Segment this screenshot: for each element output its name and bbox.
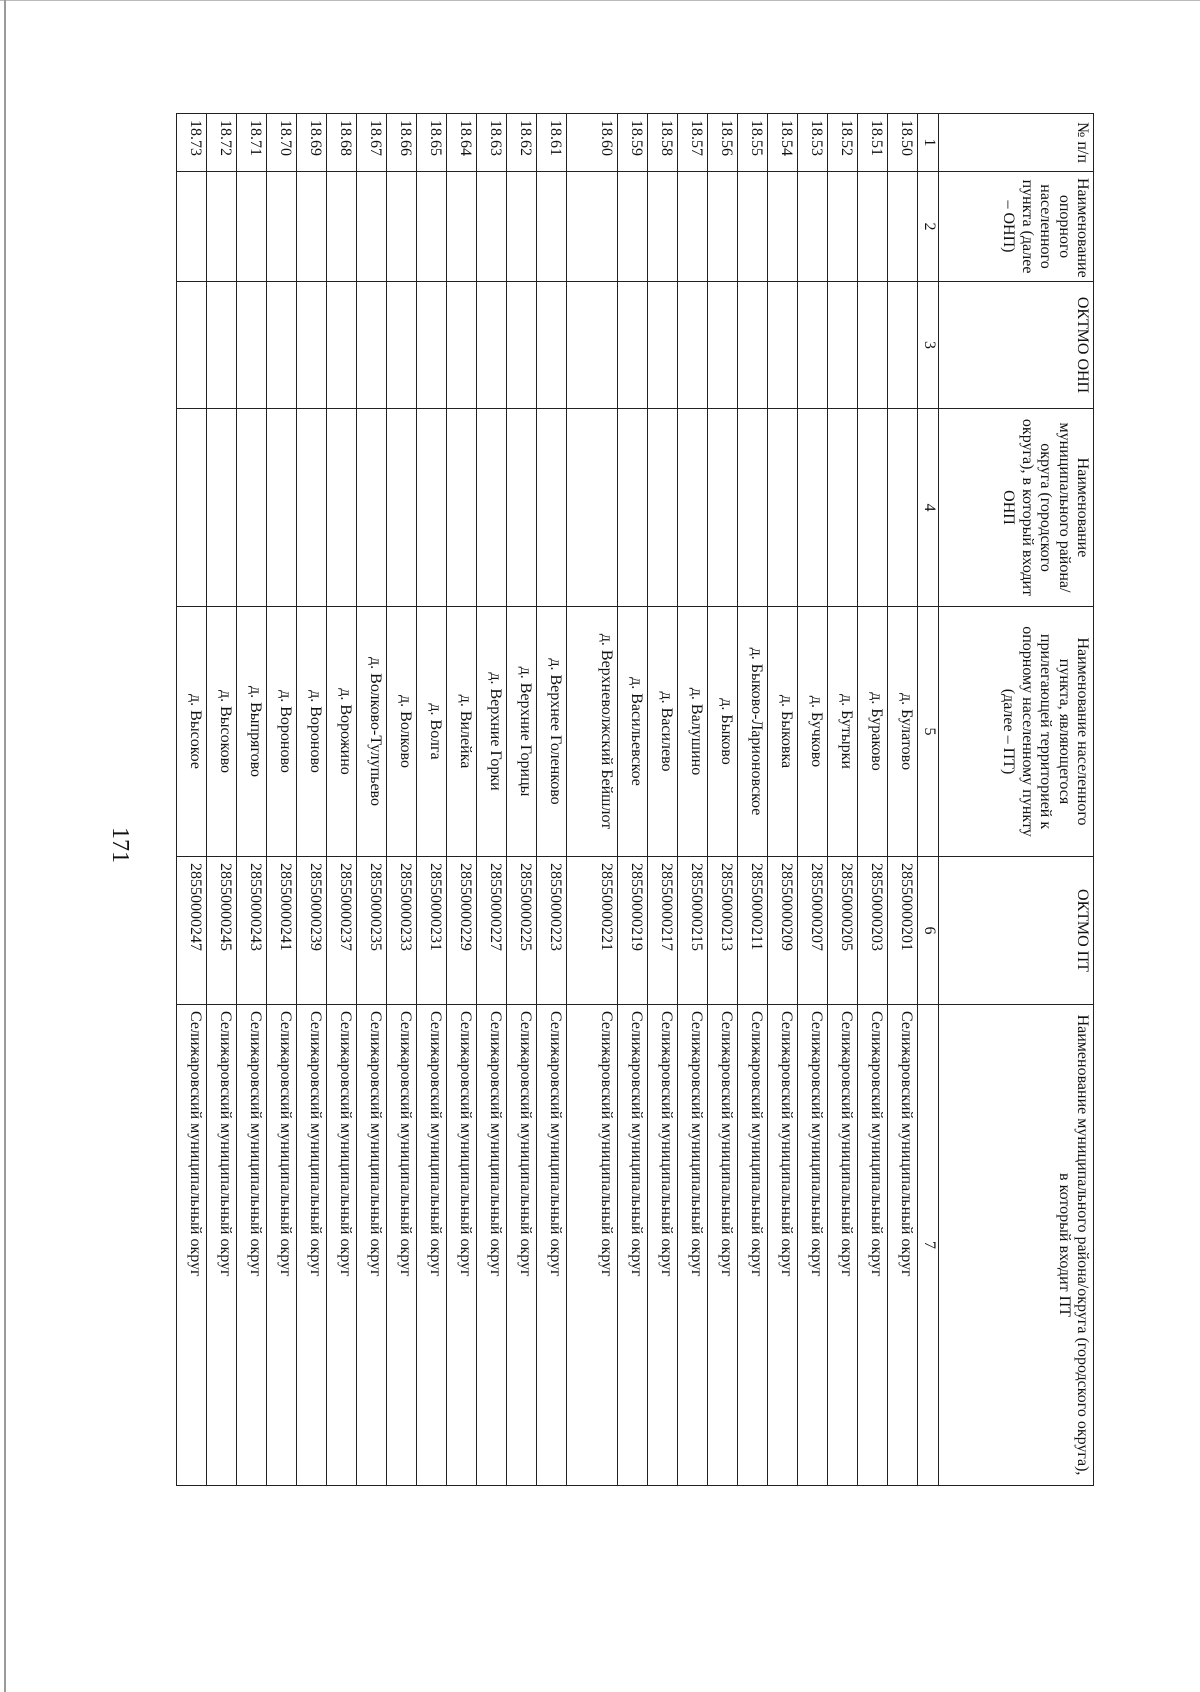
settlement-name: д. Васильевское (618, 607, 648, 857)
table-row (768, 114, 798, 1486)
oktmo-code: 28550000223 (537, 857, 567, 1005)
district-onp-cell (267, 409, 297, 607)
oktmo-onp-cell (798, 282, 828, 409)
district-onp-cell (477, 409, 507, 607)
district-onp-cell (618, 409, 648, 607)
district-name: Селижаровский муниципальный округ (417, 1005, 447, 1486)
row-number: 18.65 (417, 114, 447, 172)
table-row (678, 114, 708, 1486)
district-onp-cell (678, 409, 708, 607)
column-number: 7 (918, 1005, 939, 1486)
table-row (357, 114, 387, 1486)
row-number: 18.50 (888, 114, 918, 172)
column-number: 2 (918, 172, 939, 282)
table-row (327, 114, 357, 1486)
district-name: Селижаровский муниципальный округ (678, 1005, 708, 1486)
oktmo-code: 28550000227 (477, 857, 507, 1005)
row-number: 18.66 (387, 114, 417, 172)
header-oktmo-pt: ОКТМО ПТ (939, 857, 1094, 1005)
oktmo-onp-cell (678, 282, 708, 409)
settlement-name: д. Верхнее Голенково (537, 607, 567, 857)
table-row (297, 114, 327, 1486)
row-number: 18.71 (237, 114, 267, 172)
oktmo-onp-cell (207, 282, 237, 409)
onp-name-cell (447, 172, 477, 282)
oktmo-onp-cell (888, 282, 918, 409)
row-number: 18.62 (507, 114, 537, 172)
table-row (507, 114, 537, 1486)
district-onp-cell (177, 409, 207, 607)
table-row (447, 114, 477, 1486)
oktmo-code: 28550000243 (237, 857, 267, 1005)
onp-name-cell (327, 172, 357, 282)
table-row (177, 114, 207, 1486)
table-row (648, 114, 678, 1486)
oktmo-onp-cell (507, 282, 537, 409)
row-number: 18.52 (828, 114, 858, 172)
district-onp-cell (738, 409, 768, 607)
district-onp-cell (648, 409, 678, 607)
row-number: 18.72 (207, 114, 237, 172)
oktmo-code: 28550000203 (858, 857, 888, 1005)
table-row (708, 114, 738, 1486)
table-body (177, 114, 918, 1486)
row-number: 18.56 (708, 114, 738, 172)
settlement-name: д. Верхние Горицы (507, 607, 537, 857)
district-name: Селижаровский муниципальный округ (207, 1005, 237, 1486)
row-number: 18.70 (267, 114, 297, 172)
settlement-name: д. Василево (648, 607, 678, 857)
district-name: Селижаровский муниципальный округ (768, 1005, 798, 1486)
oktmo-onp-cell (237, 282, 267, 409)
district-name: Селижаровский муниципальный округ (477, 1005, 507, 1486)
row-number: 18.59 (618, 114, 648, 172)
district-name: Селижаровский муниципальный округ (858, 1005, 888, 1486)
oktmo-onp-cell (357, 282, 387, 409)
district-name: Селижаровский муниципальный округ (297, 1005, 327, 1486)
column-number: 1 (918, 114, 939, 172)
settlement-name: д. Булатово (888, 607, 918, 857)
settlement-name: д. Валушино (678, 607, 708, 857)
district-onp-cell (357, 409, 387, 607)
table-row (267, 114, 297, 1486)
settlement-name: д. Волково-Тулупьево (357, 607, 387, 857)
oktmo-onp-cell (297, 282, 327, 409)
oktmo-code: 28550000245 (207, 857, 237, 1005)
oktmo-onp-cell (537, 282, 567, 409)
oktmo-onp-cell (858, 282, 888, 409)
oktmo-onp-cell (618, 282, 648, 409)
onp-name-cell (417, 172, 447, 282)
oktmo-onp-cell (327, 282, 357, 409)
district-onp-cell (447, 409, 477, 607)
onp-name-cell (537, 172, 567, 282)
page-number: 171 (107, 827, 133, 863)
oktmo-onp-cell (648, 282, 678, 409)
row-number: 18.57 (678, 114, 708, 172)
oktmo-code: 28550000205 (828, 857, 858, 1005)
settlement-name: д. Волково (387, 607, 417, 857)
table-row (387, 114, 417, 1486)
district-onp-cell (828, 409, 858, 607)
oktmo-onp-cell (387, 282, 417, 409)
table-row (828, 114, 858, 1486)
header-district-pt: Наименование муниципального района/округа (городского округа), в который входит ПТ (939, 1005, 1094, 1486)
table-row (888, 114, 918, 1486)
settlement-name: д. Бураково (858, 607, 888, 857)
table-row (618, 114, 648, 1486)
settlement-name: д. Верхневолжский Бейшлот (567, 607, 618, 857)
row-number: 18.63 (477, 114, 507, 172)
oktmo-code: 28550000219 (618, 857, 648, 1005)
district-name: Селижаровский муниципальный округ (537, 1005, 567, 1486)
header-district-onp: Наименование муниципального района/округа (городского округа), в который входит ОНП (939, 409, 1094, 607)
settlement-name: д. Быково (708, 607, 738, 857)
onp-name-cell (357, 172, 387, 282)
district-name: Селижаровский муниципальный округ (708, 1005, 738, 1486)
row-number: 18.54 (768, 114, 798, 172)
district-onp-cell (237, 409, 267, 607)
district-onp-cell (537, 409, 567, 607)
header-oktmo-onp: ОКТМО ОНП (939, 282, 1094, 409)
column-number: 4 (918, 409, 939, 607)
settlement-name: д. Волга (417, 607, 447, 857)
district-name: Селижаровский муниципальный округ (828, 1005, 858, 1486)
oktmo-onp-cell (828, 282, 858, 409)
onp-name-cell (297, 172, 327, 282)
district-name: Селижаровский муниципальный округ (327, 1005, 357, 1486)
district-name: Селижаровский муниципальный округ (798, 1005, 828, 1486)
onp-name-cell (798, 172, 828, 282)
district-onp-cell (327, 409, 357, 607)
header-row (939, 114, 1094, 1486)
district-name: Селижаровский муниципальный округ (567, 1005, 618, 1486)
row-number: 18.60 (567, 114, 618, 172)
onp-name-cell (888, 172, 918, 282)
onp-name-cell (738, 172, 768, 282)
district-onp-cell (708, 409, 738, 607)
row-number: 18.61 (537, 114, 567, 172)
row-number: 18.51 (858, 114, 888, 172)
settlements-table (176, 113, 1094, 1486)
settlement-name: д. Вороново (297, 607, 327, 857)
district-onp-cell (507, 409, 537, 607)
district-onp-cell (888, 409, 918, 607)
oktmo-code: 28550000241 (267, 857, 297, 1005)
header-pt-name: Наименование населенного пункта, являющегося прилегающей территорией к опорному населенному пункту (далее – ПТ) (939, 607, 1094, 857)
scan-top-edge (0, 0, 1200, 1)
district-name: Селижаровский муниципальный округ (387, 1005, 417, 1486)
district-onp-cell (387, 409, 417, 607)
settlement-name: д. Бучково (798, 607, 828, 857)
table-row (537, 114, 567, 1486)
row-number: 18.64 (447, 114, 477, 172)
onp-name-cell (387, 172, 417, 282)
oktmo-onp-cell (708, 282, 738, 409)
district-name: Селижаровский муниципальный округ (447, 1005, 477, 1486)
row-number: 18.73 (177, 114, 207, 172)
onp-name-cell (618, 172, 648, 282)
onp-name-cell (828, 172, 858, 282)
oktmo-code: 28550000239 (297, 857, 327, 1005)
oktmo-onp-cell (417, 282, 447, 409)
district-name: Селижаровский муниципальный округ (507, 1005, 537, 1486)
district-name: Селижаровский муниципальный округ (357, 1005, 387, 1486)
rotated-table-container (164, 113, 1094, 1485)
oktmo-onp-cell (768, 282, 798, 409)
table-row (738, 114, 768, 1486)
district-onp-cell (798, 409, 828, 607)
settlement-name: д. Вороново (267, 607, 297, 857)
oktmo-onp-cell (477, 282, 507, 409)
oktmo-code: 28550000207 (798, 857, 828, 1005)
oktmo-code: 28550000211 (738, 857, 768, 1005)
oktmo-onp-cell (267, 282, 297, 409)
row-number: 18.53 (798, 114, 828, 172)
onp-name-cell (648, 172, 678, 282)
settlement-name: д. Высоково (207, 607, 237, 857)
table-row (417, 114, 447, 1486)
row-number: 18.69 (297, 114, 327, 172)
district-name: Селижаровский муниципальный округ (237, 1005, 267, 1486)
district-onp-cell (417, 409, 447, 607)
oktmo-code: 28550000225 (507, 857, 537, 1005)
district-onp-cell (858, 409, 888, 607)
table-header (918, 114, 1094, 1486)
oktmo-code: 28550000233 (387, 857, 417, 1005)
district-name: Селижаровский муниципальный округ (618, 1005, 648, 1486)
oktmo-code: 28550000229 (447, 857, 477, 1005)
district-onp-cell (297, 409, 327, 607)
scan-left-edge (4, 0, 6, 1692)
column-number: 5 (918, 607, 939, 857)
oktmo-code: 28550000217 (648, 857, 678, 1005)
table-row (237, 114, 267, 1486)
oktmo-onp-cell (177, 282, 207, 409)
oktmo-onp-cell (447, 282, 477, 409)
settlement-name: д. Бутырки (828, 607, 858, 857)
settlement-name: д. Ворожино (327, 607, 357, 857)
row-number: 18.55 (738, 114, 768, 172)
row-number: 18.68 (327, 114, 357, 172)
district-name: Селижаровский муниципальный округ (177, 1005, 207, 1486)
column-number: 6 (918, 857, 939, 1005)
settlement-name: д. Выпрягово (237, 607, 267, 857)
oktmo-code: 28550000247 (177, 857, 207, 1005)
district-onp-cell (567, 409, 618, 607)
onp-name-cell (678, 172, 708, 282)
onp-name-cell (768, 172, 798, 282)
oktmo-code: 28550000235 (357, 857, 387, 1005)
onp-name-cell (237, 172, 267, 282)
settlement-name: д. Вилейка (447, 607, 477, 857)
row-number: 18.58 (648, 114, 678, 172)
oktmo-onp-cell (567, 282, 618, 409)
oktmo-code: 28550000221 (567, 857, 618, 1005)
table-row (207, 114, 237, 1486)
onp-name-cell (177, 172, 207, 282)
header-number: № п/п (939, 114, 1094, 172)
settlement-name: д. Высокое (177, 607, 207, 857)
onp-name-cell (207, 172, 237, 282)
oktmo-code: 28550000215 (678, 857, 708, 1005)
district-name: Селижаровский муниципальный округ (648, 1005, 678, 1486)
oktmo-code: 28550000237 (327, 857, 357, 1005)
row-number: 18.67 (357, 114, 387, 172)
district-onp-cell (207, 409, 237, 607)
column-number: 3 (918, 282, 939, 409)
table-row (567, 114, 618, 1486)
onp-name-cell (507, 172, 537, 282)
oktmo-onp-cell (738, 282, 768, 409)
table-row (798, 114, 828, 1486)
district-name: Селижаровский муниципальный округ (888, 1005, 918, 1486)
table-row (858, 114, 888, 1486)
district-name: Селижаровский муниципальный округ (267, 1005, 297, 1486)
oktmo-code: 28550000231 (417, 857, 447, 1005)
district-onp-cell (768, 409, 798, 607)
onp-name-cell (267, 172, 297, 282)
onp-name-cell (567, 172, 618, 282)
header-onp-name: Наименование опорного населенного пункта (далее – ОНП) (939, 172, 1094, 282)
table-row (477, 114, 507, 1486)
oktmo-code: 28550000213 (708, 857, 738, 1005)
column-number-row (918, 114, 939, 1486)
oktmo-code: 28550000209 (768, 857, 798, 1005)
onp-name-cell (708, 172, 738, 282)
oktmo-code: 28550000201 (888, 857, 918, 1005)
onp-name-cell (477, 172, 507, 282)
settlement-name: д. Быково-Ларионовское (738, 607, 768, 857)
district-name: Селижаровский муниципальный округ (738, 1005, 768, 1486)
onp-name-cell (858, 172, 888, 282)
settlement-name: д. Верхние Горки (477, 607, 507, 857)
settlement-name: д. Быковка (768, 607, 798, 857)
